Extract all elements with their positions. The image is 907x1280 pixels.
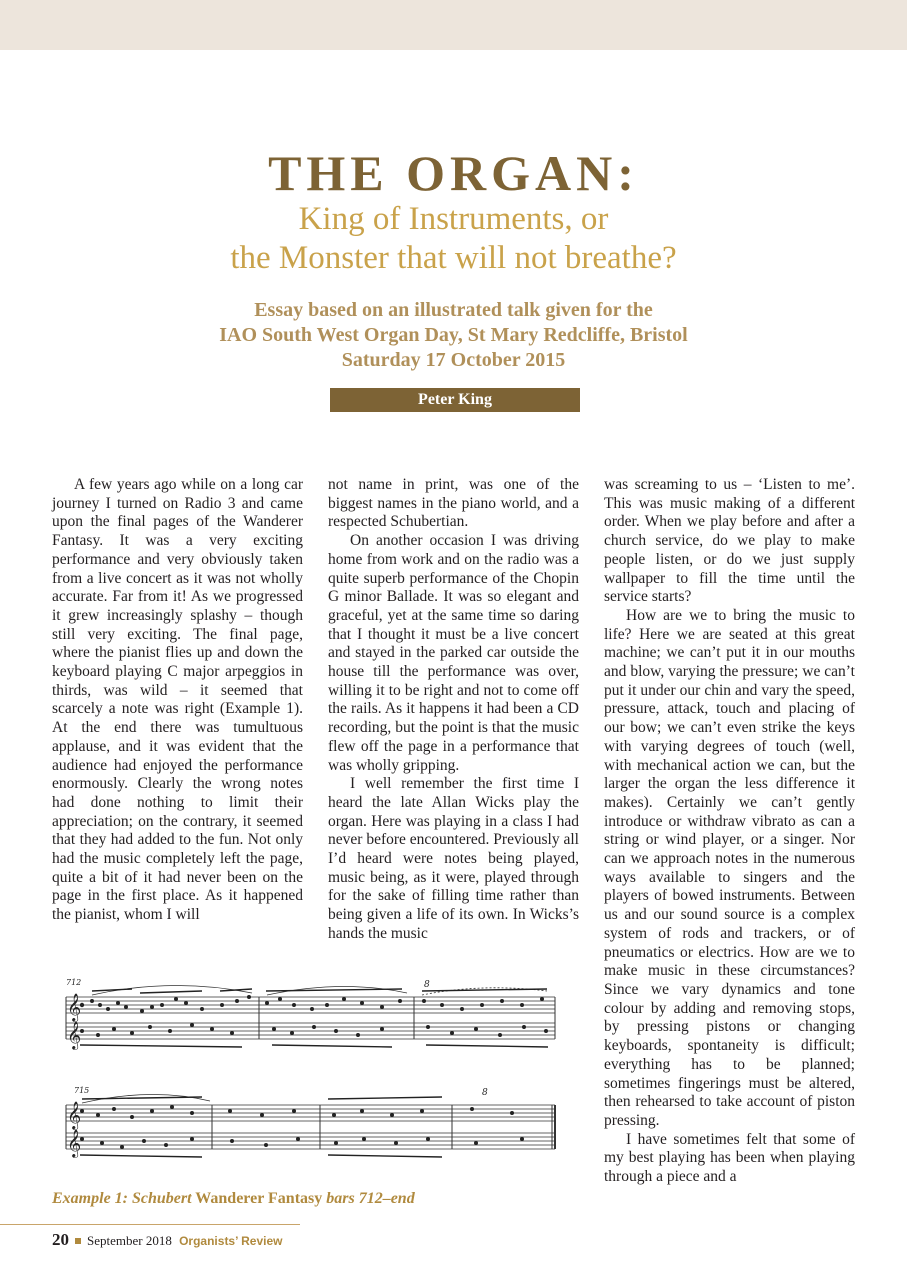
subtitle-line-2: the Monster that will not breathe?	[230, 240, 677, 276]
column-2	[328, 476, 579, 944]
essay-note	[0, 298, 907, 373]
treble-clef-system-2: 𝄞	[67, 1101, 82, 1129]
bullet-square-icon	[75, 1238, 81, 1244]
noteheads	[80, 995, 548, 1149]
article-subtitle	[0, 200, 907, 278]
paragraph: On another occasion I was driving home from work and on the radio was a quite superb performance of the Chopin G minor Ballade. It was so elegant and graceful, yet at the same time so daring that I thought it must be a live concert and stayed in the parked car outside the house till the performance was over, willing it to be right and not to come off the rails. As it happens it had been a CD recording, but the point is that the music flew off the page in a performance that was wholly gripping.	[328, 532, 579, 774]
paragraph: How are we to bring the music to life? Here we are seated at this great machine; we can’t put it in our mouths and blow, varying the pressure; we can’t put it under our chin and vary the speed, pressure, attack, touch and placing of our bow; we can’t even strike the keys with varying degrees of touch (well, with mechanical action we can, but the larger the organ the less difference it makes). Certainly we can’t gently introduce or withdraw vibrato as can a string or wind player, or a singer. Nor can we approach notes in the numerous ways available to singers and the players of bowed instruments. Between us and our sound source is a complex system of rods and trackers, or of pneumatics or electrics. How are we to make music in these circumstances? Since we vary dynamics and tone colour by adding and removing stops, by pressing pistons or changing keyboards, spontaneity is difficult; everything has to be planned; sometimes fingerings must be altered, then rehearsed to take account of piston pressing.	[604, 606, 855, 1129]
caption-work: Wanderer Fantasy	[195, 1190, 323, 1207]
caption-suffix: bars 712–end	[326, 1190, 415, 1207]
paragraph: I have sometimes felt that some of my best playing has been when playing through a piece and a	[604, 1130, 855, 1186]
issue-date: September 2018	[87, 1233, 172, 1248]
paragraph: I well remember the first time I heard the late Allan Wicks play the organ. Here was playing in a class I had never before encountered. Previously all I’d heard were notes being played, music being, as it were, played through for the sake of filling time rather than being given a life of its own. In Wicks’s hands the music	[328, 775, 579, 942]
beams	[80, 989, 548, 1157]
subtitle-line-1: King of Instruments, or	[298, 201, 609, 237]
top-band	[0, 0, 907, 50]
treble-clef-system-2-lower: 𝄞	[67, 1129, 82, 1157]
ottava-marking: 8	[424, 980, 430, 990]
article-title: THE ORGAN:	[268, 145, 639, 201]
column-3	[604, 476, 855, 1187]
treble-clef-lower: 𝄞	[67, 1021, 82, 1049]
page-footer	[52, 1230, 282, 1250]
treble-clef: 𝄞	[67, 993, 82, 1021]
ottava-marking-2: 8	[482, 1088, 488, 1098]
paragraph: A few years ago while on a long car journey I turned on Radio 3 and came upon the final pages of the Wanderer Fantasy. It was a very exciting performance and very obviously taken from a live concert as it was not wholly accurate. Far from it! As we progressed it grew increasingly splashy – though still very exciting. The final page, where the pianist flies up and down the keyboard playing C major arpeggios in thirds, was wild – it seemed that scarcely a note was right (Example 1). At the end there was tumultuous applause, and it was evident that the audience had enjoyed the performance enormously. Clearly the wrong notes had done nothing to limit their appreciation; on the contrary, it seemed that they had added to the fun. Not only had the music completely left the page, quite a bit of it had never been on the page in the first place. As it happened the pianist, whom I will	[52, 476, 303, 924]
bar-number-712: 712	[66, 978, 82, 987]
page-number: 20	[52, 1230, 69, 1249]
paragraph: not name in print, was one of the biggest names in the piano world, and a respected Schubertian.	[328, 476, 579, 531]
footer-rule	[0, 1224, 300, 1225]
column-1	[52, 476, 303, 925]
caption-prefix: Example 1: Schubert	[52, 1190, 192, 1207]
author-byline: Peter King	[330, 388, 580, 412]
bar-number-715: 715	[74, 1086, 90, 1095]
essay-line-1: Essay based on an illustrated talk given for the	[254, 299, 653, 321]
music-example-score	[52, 975, 557, 1173]
essay-line-2: IAO South West Organ Day, St Mary Redcliffe, Bristol	[219, 324, 688, 346]
magazine-name: Organists’ Review	[179, 1234, 283, 1248]
figure-caption	[52, 1190, 572, 1208]
staff-lines	[66, 997, 555, 1149]
slurs	[82, 985, 547, 1103]
paragraph: was screaming to us – ‘Listen to me’. This was music making of a different order. When we play before and after a church service, do we play to make people listen, or do we just supply wallpaper to fill the time until the service starts?	[604, 476, 855, 606]
essay-line-3: Saturday 17 October 2015	[341, 349, 566, 371]
